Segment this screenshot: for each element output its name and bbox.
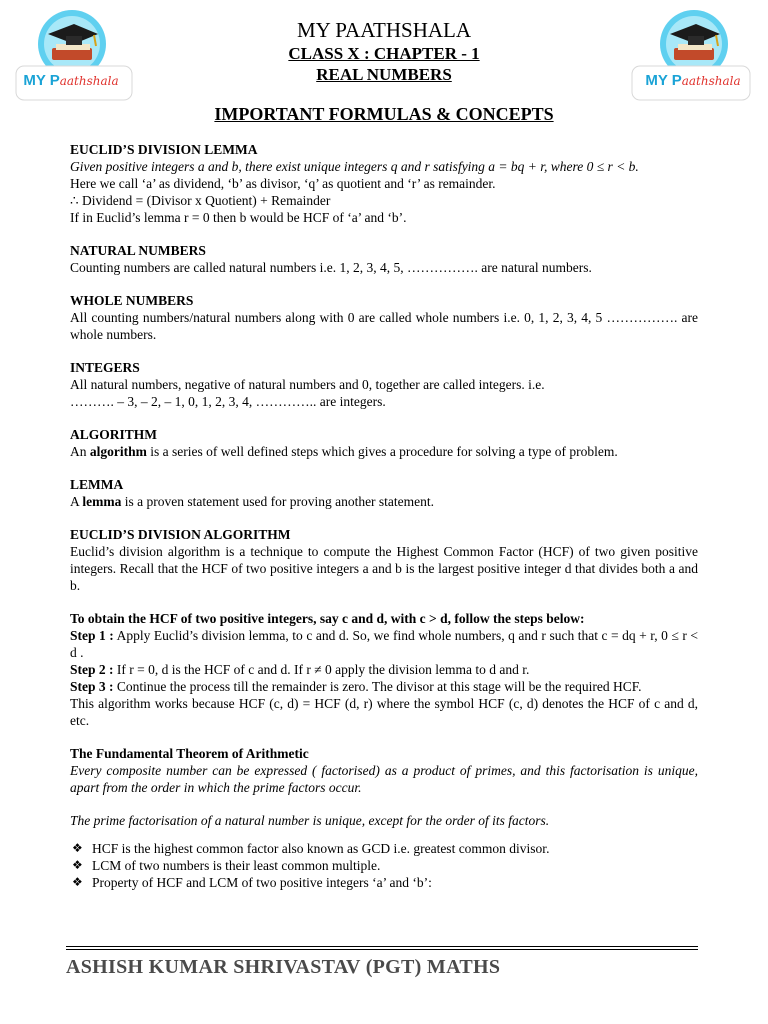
paragraph: All natural numbers, negative of natural numbers and 0, together are called integers. i.e.: [70, 377, 545, 392]
paragraph: All counting numbers/natural numbers along with 0 are called whole numbers i.e. 0, 1, 2, 3, 4, 5 ……………. are whole numbers.: [70, 310, 698, 342]
footer-rule: [66, 946, 698, 947]
steps-heading: To obtain the HCF of two positive integers, say c and d, with c > d, follow the steps below:: [70, 611, 585, 626]
lemma-statement: Given positive integers a and b, there exist unique integers q and r satisfying a = bq + r, where 0 ≤ r < b.: [70, 159, 639, 174]
list-item: ❖ LCM of two numbers is their least common multiple.: [72, 858, 381, 873]
theorem-note: The prime factorisation of a natural number is unique, except for the order of its factors.: [70, 813, 550, 828]
chapter-title: REAL NUMBERS: [316, 65, 452, 84]
paragraph: Counting numbers are called natural numbers i.e. 1, 2, 3, 4, 5, ……………. are natural numbers.: [70, 260, 592, 275]
footer-author: ASHISH KUMAR SHRIVASTAV (PGT) MATHS: [66, 956, 501, 978]
theorem-statement: Every composite number can be expressed ( factorised) as a product of primes, and this factorisation is unique, apart from the order in which the prime factors occur.: [70, 763, 698, 795]
diamond-bullet-icon: ❖: [72, 858, 83, 872]
document-body: [70, 141, 698, 891]
section-heading: NATURAL NUMBERS: [70, 243, 206, 258]
list-item: ❖ HCF is the highest common factor also known as GCD i.e. greatest common divisor.: [72, 841, 550, 856]
paragraph: ………. – 3, – 2, – 1, 0, 1, 2, 3, 4, ………….. are integers.: [70, 394, 386, 409]
class-line: CLASS X : CHAPTER - 1: [288, 44, 480, 63]
step-3: Step 3 : Continue the process till the remainder is zero. The divisor at this stage will be the required HCF.: [70, 679, 642, 694]
paragraph: ∴ Dividend = (Divisor x Quotient) + Remainder: [70, 193, 331, 208]
diamond-bullet-icon: ❖: [72, 841, 83, 855]
section-heading: EUCLID’S DIVISION LEMMA: [70, 142, 258, 157]
footer-rule: [66, 949, 698, 950]
paragraph: If in Euclid’s lemma r = 0 then b would be HCF of ‘a’ and ‘b’.: [70, 210, 407, 225]
paragraph: Here we call ‘a’ as dividend, ‘b’ as divisor, ‘q’ as quotient and ‘r’ as remainder.: [70, 176, 496, 191]
logo-text: MY Paathshala: [23, 72, 119, 89]
step-1: Step 1 : Apply Euclid’s division lemma, to c and d. So, we find whole numbers, q and r such that c = dq + r, 0 ≤ r < d .: [70, 628, 699, 660]
diamond-bullet-icon: ❖: [72, 875, 83, 889]
section-heading: The Fundamental Theorem of Arithmetic: [70, 746, 309, 761]
paragraph: Euclid’s division algorithm is a technique to compute the Highest Common Factor (HCF) of two given positive integers. Recall that the HCF of two positive integers a and b is the largest positive integer d that divides both a and b.: [70, 544, 698, 593]
brand-title: MY PAATHSHALA: [296, 18, 472, 42]
paragraph: A lemma is a proven statement used for proving another statement.: [70, 494, 435, 509]
section-heading: INTEGERS: [70, 360, 140, 375]
section-heading: EUCLID’S DIVISION ALGORITHM: [70, 527, 291, 542]
list-item: ❖ Property of HCF and LCM of two positive integers ‘a’ and ‘b’:: [72, 875, 432, 890]
bullet-list: [70, 840, 698, 891]
step-2: Step 2 : If r = 0, d is the HCF of c and d. If r ≠ 0 apply the division lemma to d and r.: [70, 662, 530, 677]
section-heading: ALGORITHM: [70, 427, 158, 442]
logo-text: MY Paathshala: [645, 72, 741, 89]
section-heading: LEMMA: [70, 477, 124, 492]
section-heading: WHOLE NUMBERS: [70, 293, 194, 308]
paragraph: This algorithm works because HCF (c, d) = HCF (d, r) where the symbol HCF (c, d) denotes the HCF of c and d, etc.: [70, 696, 698, 728]
page-subheading: IMPORTANT FORMULAS & CONCEPTS: [214, 104, 554, 124]
paragraph: An algorithm is a series of well defined steps which gives a procedure for solving a type of problem.: [70, 444, 618, 459]
